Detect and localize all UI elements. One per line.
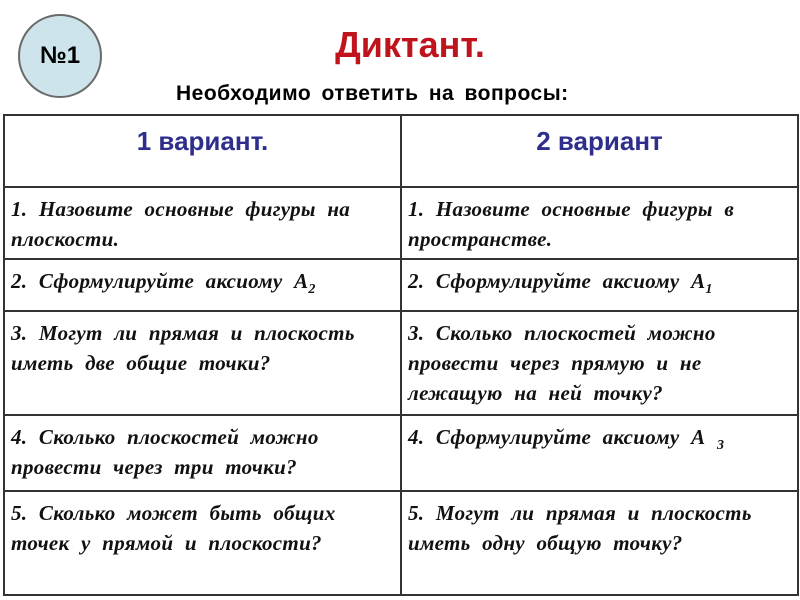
table-row [4,187,798,259]
question-v2-4-text: 4. Сформулируйте аксиому А [408,425,706,449]
page-subtitle: Необходимо ответить на вопросы: [176,82,569,105]
page-title: Диктант. [335,24,485,65]
question-v1-2-text: 2. Сформулируйте аксиому А [11,269,309,293]
question-v2-5: 5. Могут ли прямая и плоскость иметь одну общую точку? [401,491,798,595]
question-v1-5: 5. Сколько может быть общих точек у прямой и плоскости? [4,491,401,595]
question-v1-3: 3. Могут ли прямая и плоскость иметь две общие точки? [4,311,401,415]
question-v1-4: 4. Сколько плоскостей можно провести через три точки? [4,415,401,491]
question-v1-1: 1. Назовите основные фигуры на плоскости. [4,187,401,259]
question-v1-2 [4,259,401,311]
axiom-subscript: 2 [308,282,316,297]
question-v2-2-text: 2. Сформулируйте аксиому А [408,269,706,293]
axiom-subscript: 1 [705,282,713,297]
table-row [4,491,798,595]
questions-table [3,114,799,596]
variant-2-header: 2 вариант [401,115,798,187]
table-row [4,259,798,311]
variant-1-header: 1 вариант. [4,115,401,187]
table-row [4,311,798,415]
badge-label: №1 [39,42,81,69]
axiom-subscript: 3 [716,438,725,453]
question-v2-2 [401,259,798,311]
question-v2-1: 1. Назовите основные фигуры в пространстве. [401,187,798,259]
question-v2-4 [401,415,798,491]
question-v2-3: 3. Сколько плоскостей можно провести через прямую и не лежащую на ней точку? [401,311,798,415]
table-row [4,415,798,491]
table-header-row [4,115,798,187]
